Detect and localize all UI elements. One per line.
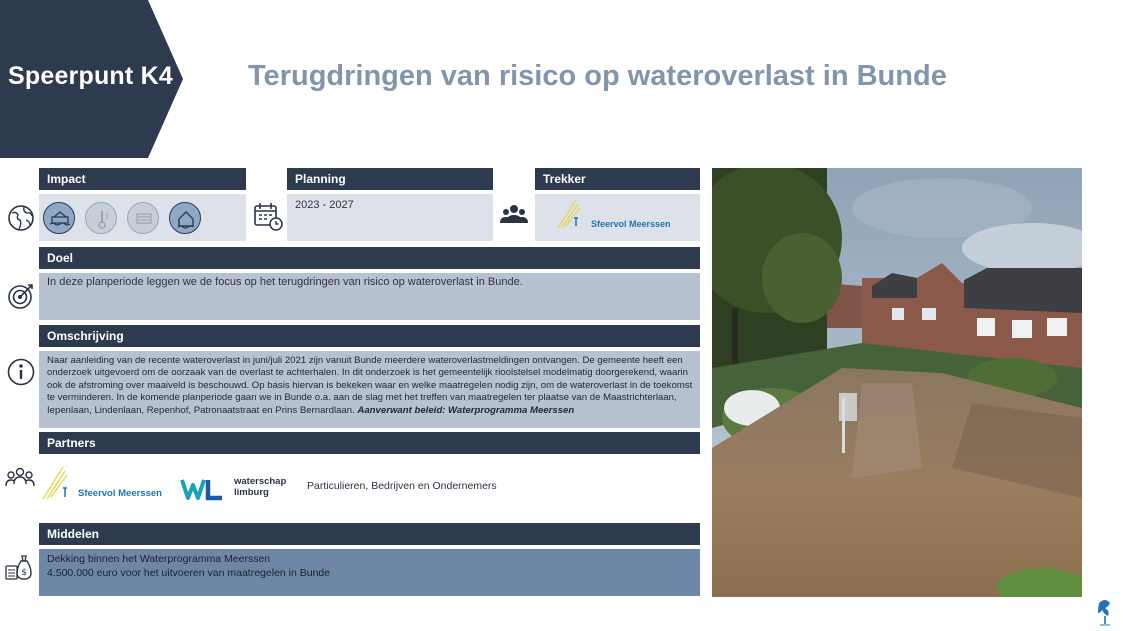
speerpunt-badge: Speerpunt K4: [8, 62, 173, 90]
middelen-line2: 4.500.000 euro voor het uitvoeren van maatregelen in Bunde: [47, 567, 331, 579]
group-icon: [5, 462, 35, 492]
page-title: Terugdringen van risico op wateroverlast in Bunde: [248, 60, 947, 92]
partners-others: Particulieren, Bedrijven en Ondernemers: [307, 480, 497, 492]
waterschap-limburg-logo-mark: [180, 477, 232, 501]
trekker-logo-text: Sfeervol Meerssen: [591, 219, 671, 229]
svg-text:$: $: [21, 568, 27, 578]
partner-sfeervol-logo-mark: [41, 463, 77, 501]
doel-header: Doel: [39, 247, 700, 269]
target-icon: [6, 281, 36, 311]
omschrijving-body: Naar aanleiding van de recente wateroverlast in juni/juli 2021 zijn vanuit Bunde meerdere wateroverlastmeldingen ontvangen. De gemeente heeft een onderzoek uitgevoerd om de oorzaak van de overlast te achterhalen. In dit onderzoek is het gemeentelijk rioolstelsel modelmatig doorgerekend, waarin ook de afstroming over maaiveld is beschouwd. Op basis hiervan is bekeken waar en welke maatregelen nodig zijn, om de wateroverlast in de toekomst te verminderen. In de komende planperiode gaan we in Bunde o.a. aan de slag met het treffen van maatregelen ter plaatse van de Maastrichterlaan, Iepenlaan, Lindenlaan, Repenhof, Patronaatstraat en Prins Bernardlaan.: [47, 355, 693, 416]
drought-icon: [127, 202, 159, 234]
impact-header: Impact: [39, 168, 246, 190]
waterschap-line2: limburg: [234, 487, 269, 498]
sfeervol-meerssen-logo-mark: [556, 196, 590, 230]
partners-header: Partners: [39, 432, 700, 454]
related-policy: Aanverwant beleid: Waterprogramma Meerssen: [357, 404, 575, 416]
people-icon: [499, 199, 529, 229]
middelen-header: Middelen: [39, 523, 700, 545]
flooded-street-photo: [712, 168, 1082, 597]
omschrijving-header: Omschrijving: [39, 325, 700, 347]
doel-text: In deze planperiode leggen we de focus op het terugdringen van risico op wateroverlast in Bunde.: [47, 276, 523, 288]
middelen-line1: Dekking binnen het Waterprogramma Meerssen: [47, 553, 271, 565]
heat-icon: [85, 202, 117, 234]
globe-icon: [6, 203, 36, 233]
waterschap-line1: waterschap: [234, 476, 287, 487]
trekker-header: Trekker: [535, 168, 700, 190]
meerssen-corner-logo: [1094, 597, 1116, 627]
partner-sfeervol-text: Sfeervol Meerssen: [78, 488, 162, 499]
info-icon: [6, 357, 36, 387]
omschrijving-text: [47, 355, 695, 417]
money-icon: [4, 553, 34, 583]
house-icon: [169, 202, 201, 234]
calendar-icon: [253, 201, 283, 231]
planning-value: 2023 - 2027: [295, 199, 354, 211]
planning-header: Planning: [287, 168, 493, 190]
flood-icon: [43, 202, 75, 234]
